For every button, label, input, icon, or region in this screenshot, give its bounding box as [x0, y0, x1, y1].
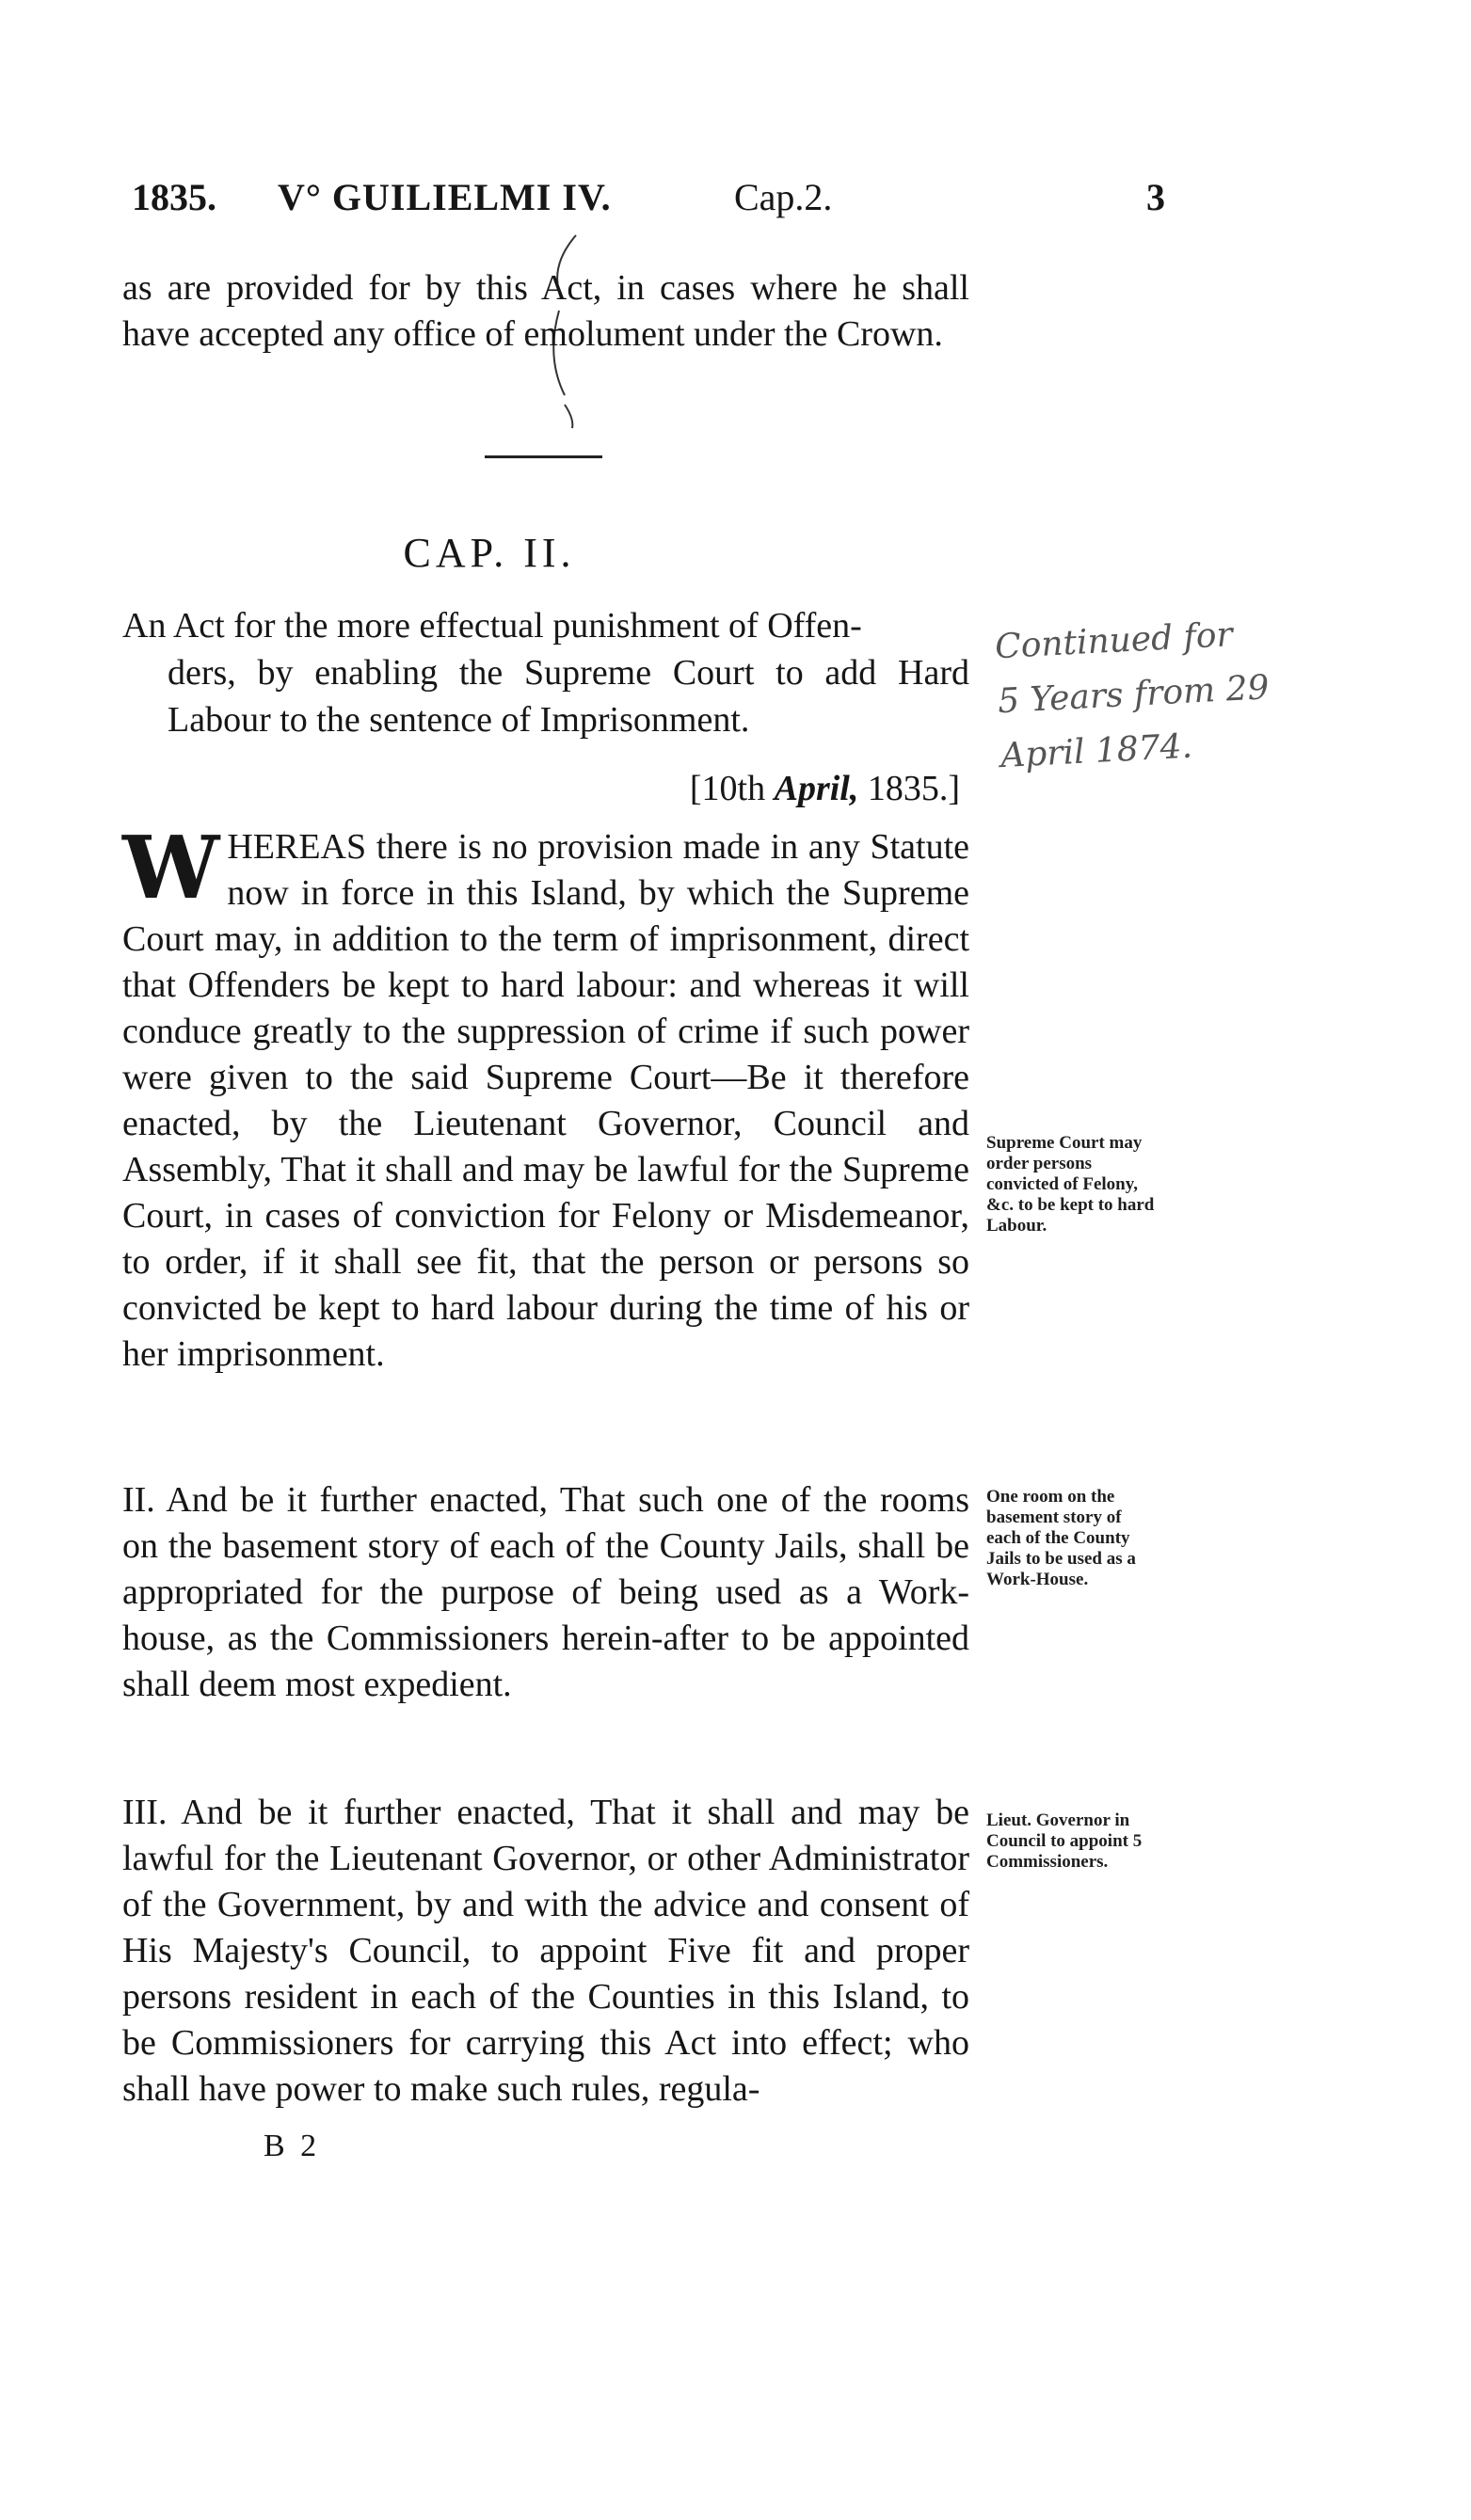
- section-3-text: And be it further enacted, That it shall and may be lawful for the Lieutenant Governor, or other Administrator of the Government, by and with the advice and consent of His Majesty's Council, to appoint Five fit and proper persons resident in each of the Counties in this Island, to be Commissioners for carrying this Act into effect; who shall have power to make such rules, regula-: [122, 1793, 969, 2109]
- date-open: [10th: [689, 769, 775, 808]
- act-title-continuation: ders, by enabling the Supreme Court to add Hard Labour to the sentence of Imprisonment.: [168, 653, 969, 740]
- handwritten-annotation: [994, 599, 1407, 784]
- preamble-paragraph: [122, 817, 969, 1378]
- section-2-number: II.: [122, 1480, 155, 1520]
- section-divider: [485, 455, 602, 458]
- marginal-note-work-house: One room on the basement story of each of the County Jails to be used as a Work-House.: [986, 1487, 1136, 1589]
- act-date: [0, 768, 960, 809]
- header-year: 1835.: [132, 176, 216, 218]
- handwritten-line-3: April 1874.: [999, 726, 1193, 776]
- header-title: V° GUILIELMI IV.: [278, 176, 612, 218]
- date-month: April,: [774, 769, 859, 808]
- drop-cap: W: [122, 817, 220, 918]
- marginal-note-commissioners: Lieut. Governor in Council to appoint 5 Commissioners.: [986, 1810, 1143, 1872]
- act-title: [122, 602, 969, 743]
- section-2-paragraph: [122, 1477, 969, 1708]
- act-title-first-line: An Act for the more effectual punishment of Offen-: [122, 606, 862, 646]
- handwritten-line-1: Continued for: [994, 615, 1234, 667]
- date-close: 1835.]: [858, 769, 960, 808]
- chapter-heading: CAP. II.: [403, 530, 576, 576]
- signature-mark: B 2: [264, 2129, 321, 2163]
- page-number: 3: [1146, 176, 1165, 218]
- handwritten-line-2: 5 Years from 29: [997, 668, 1271, 722]
- intro-paragraph: as are provided for by this Act, in cases where he shall have accepted any office of emolument under the Crown.: [122, 268, 969, 354]
- section-3-number: III.: [122, 1793, 168, 1832]
- running-header: [122, 175, 1176, 231]
- preamble-text: HEREAS there is no provision made in any Statute now in force in this Island, by which the Supreme Court may, in addition to the term of imprisonment, direct that Offenders be kept to hard labour: and whereas it will conduce greatly to the suppression of crime if such power were given to the said Supreme Court—Be it therefore enacted, by the Lieutenant Governor, Council and Assembly, That it shall and may be lawful for the Supreme Court, in cases of conviction for Felony or Misdemeanor, to order, if it shall see fit, that the person or persons so convicted be kept to hard labour during the time of his or her imprisonment.: [122, 827, 969, 1374]
- section-3-paragraph: [122, 1790, 969, 2113]
- marginal-note-hard-labour: Supreme Court may order persons convicted of Felony, &c. to be kept to hard Labour.: [986, 1133, 1155, 1236]
- header-chapter: Cap.2.: [734, 176, 833, 218]
- section-2-text: And be it further enacted, That such one of the rooms on the basement story of each of the County Jails, shall be appropriated for the purpose of being used as a Work-house, as the Commissioners herein-after to be appointed shall deem most expedient.: [122, 1480, 969, 1704]
